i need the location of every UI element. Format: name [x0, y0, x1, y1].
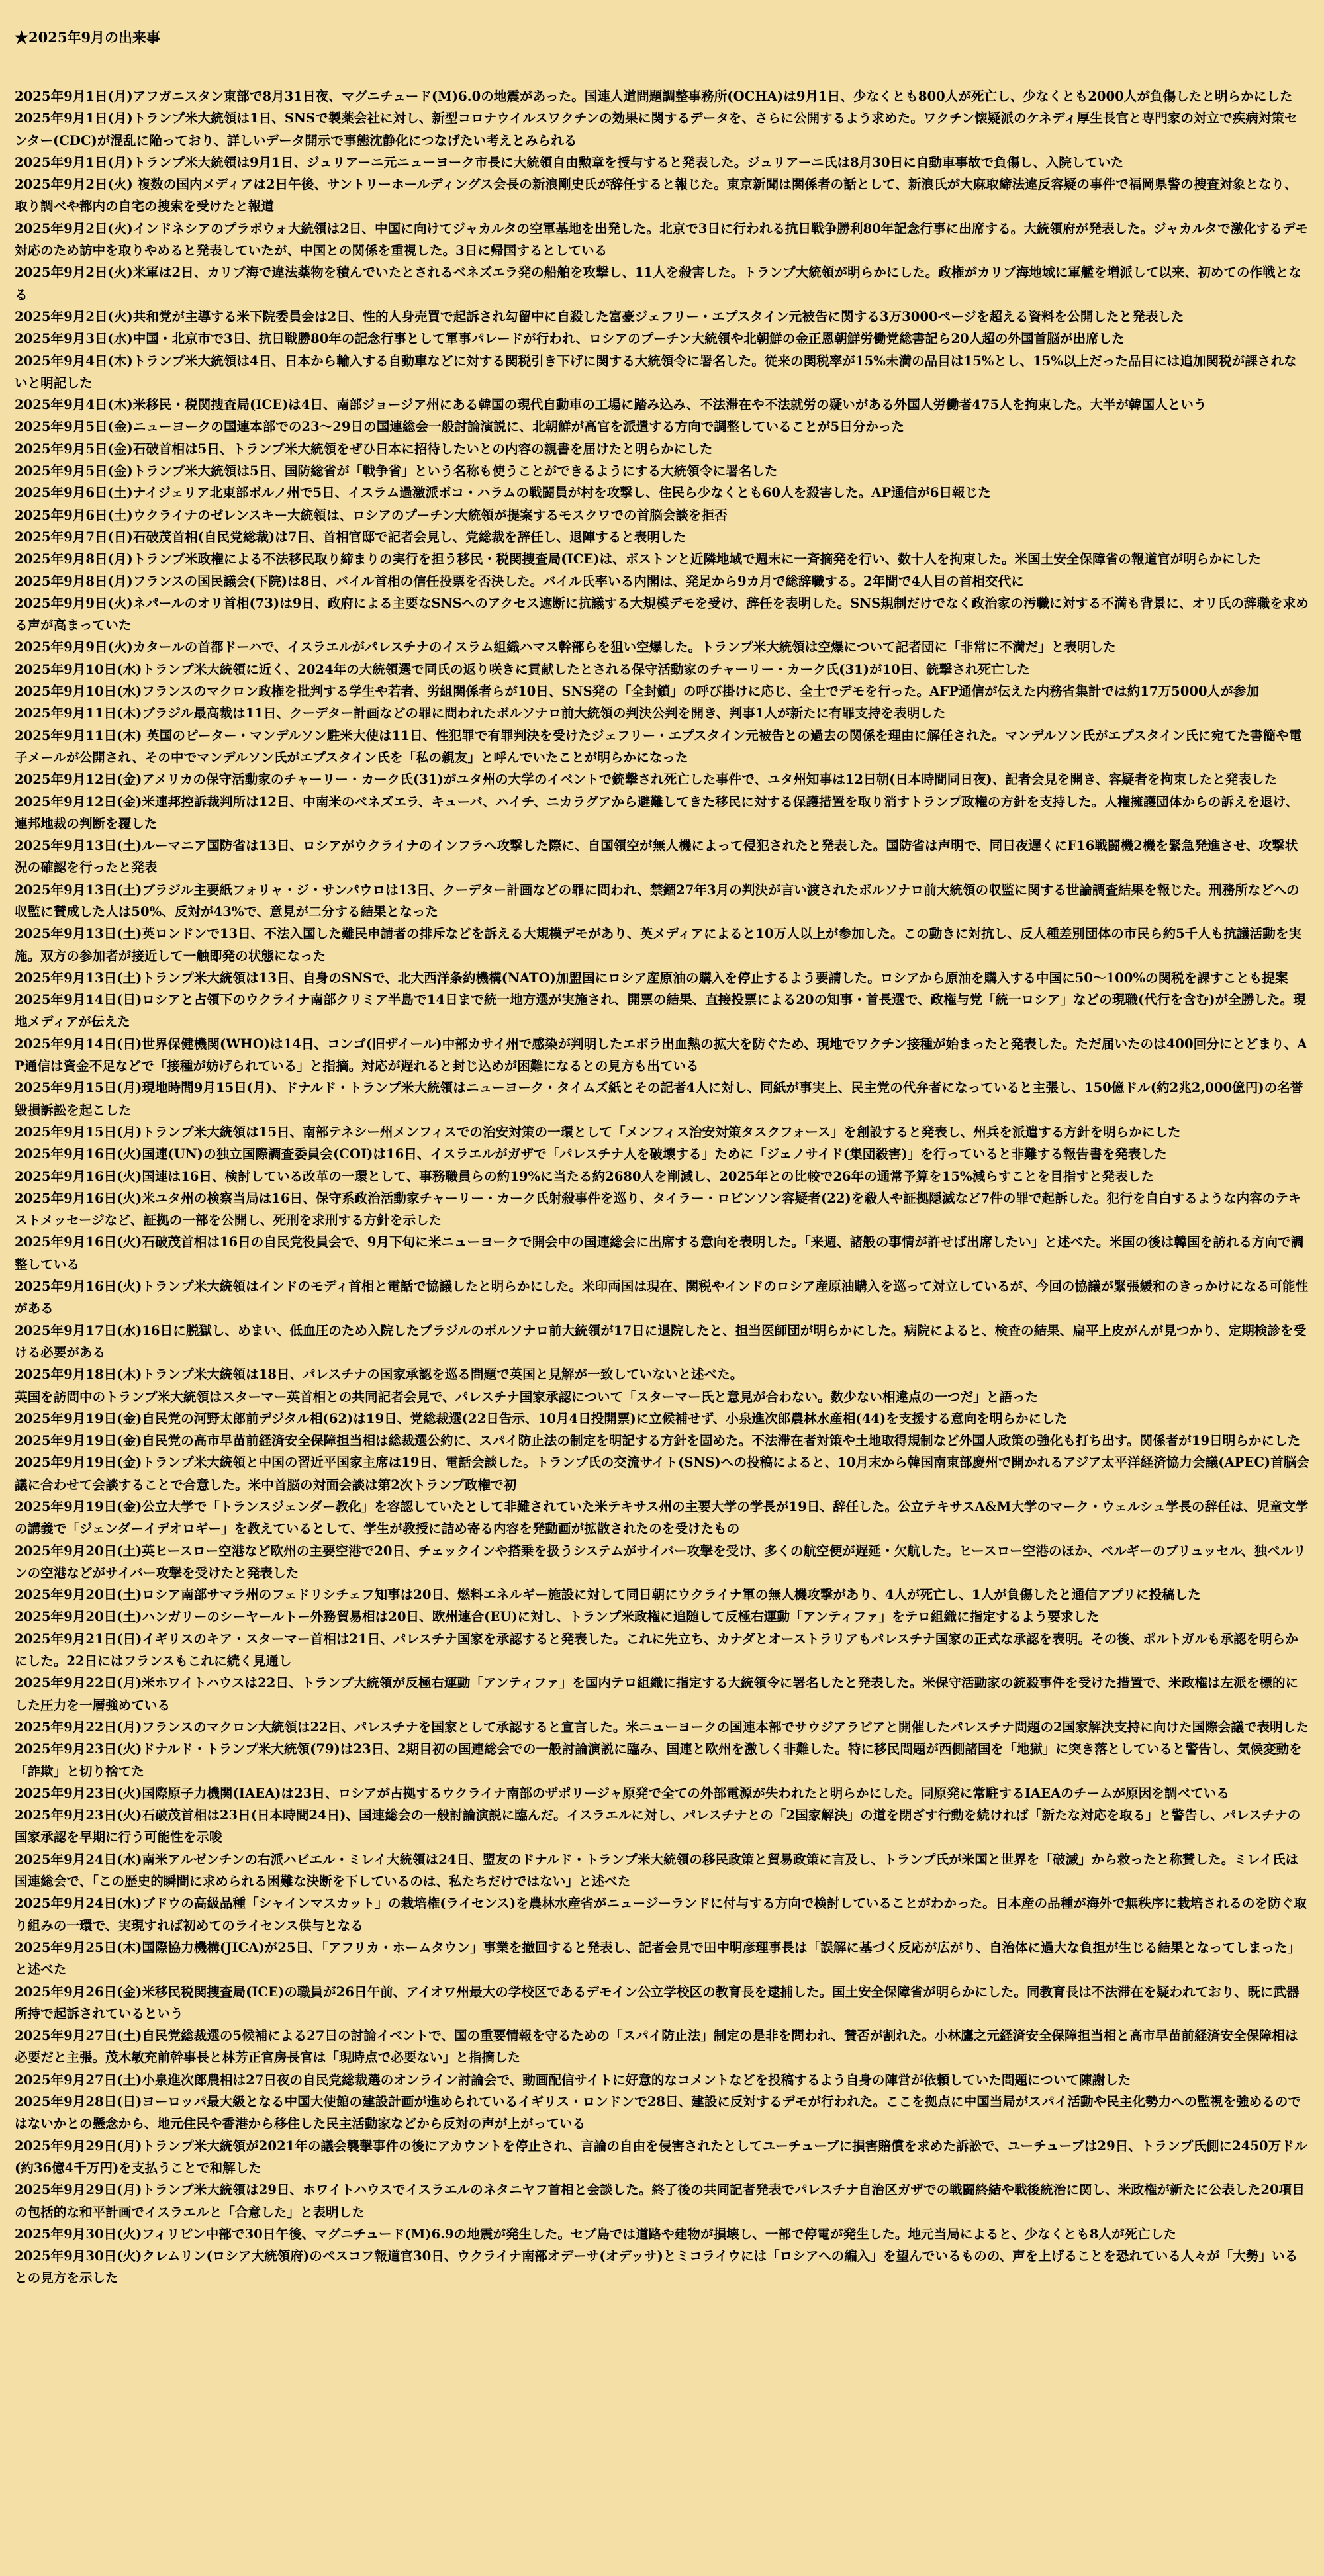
event-entry: 2025年9月20日(土)英ヒースロー空港など欧州の主要空港で20日、チェックインや搭乗を扱うシステムがサイバー攻撃を受け、多くの航空便が遅延・欠航した。ヒースロー空港のほか、ベルギーのブリュッセル、独ベルリンの空港などがサイバー攻撃を受けたと発表した: [15, 1543, 1306, 1581]
event-entry: 2025年9月3日(水)中国・北京市で3日、抗日戦勝80年の記念行事として軍事パレードが行われ、ロシアのプーチン大統領や北朝鮮の金正恩朝鮮労働党総書記ら20人超の外国首脳が出席した: [15, 331, 1125, 347]
event-entry: 2025年9月1日(月)アフガニスタン東部で8月31日夜、マグニチュード(M)6.0の地震があった。国連人道問題調整事務所(OCHA)は9月1日、少なくとも800人が死亡し、少なくとも2000人が負傷したと明らかにした: [15, 89, 1293, 104]
event-entry: 2025年9月15日(月)トランプ米大統領は15日、南部テネシー州メンフィスでの治安対策の一環として「メンフィス治安対策タスクフォース」を創設すると発表し、州兵を派遣する方針を明らかにした: [15, 1124, 1181, 1140]
event-entry: 2025年9月9日(火)ネパールのオリ首相(73)は9日、政府による主要なSNSへのアクセス遮断に抗議する大規模デモを受け、辞任を表明した。SNS規制だけでなく政治家の汚職に対する不満も背景に、オリ氏の辞職を求める声が高まっていた: [15, 595, 1309, 633]
event-entry: 2025年9月13日(土)ブラジル主要紙フォリャ・ジ・サンパウロは13日、クーデター計画などの罪に問われ、禁錮27年3月の判決が言い渡されたボルソナロ前大統領の収監に関する世論調査結果を報じた。刑務所などへの収監に賛成した人は50%、反対が43%で、意見が二分する結果となった: [15, 882, 1300, 919]
event-entry: 2025年9月7日(日)石破茂首相(自民党総裁)は7日、首相官邸で記者会見し、党総裁を辞任し、退陣すると表明した: [15, 529, 686, 545]
event-entry: 2025年9月18日(木)トランプ米大統領は18日、パレスチナの国家承認を巡る問題で英国と見解が一致していないと述べた。: [15, 1367, 743, 1383]
event-entry: 2025年9月30日(火)フィリピン中部で30日午後、マグニチュード(M)6.9の地震が発生した。セブ島では道路や建物が損壊し、一部で停電が発生した。地元当局によると、少なくとも8人が死亡した: [15, 2226, 1176, 2242]
event-entry: 2025年9月1日(月)トランプ米大統領は1日、SNSで製薬会社に対し、新型コロナウイルスワクチンの効果に関するデータを、さらに公開するよう求めた。ワクチン懐疑派のケネディ厚生長官と専門家の対立で疾病対策センター(CDC)が混乱に陥っており、詳しいデータ開示で事態沈静化につなげたい考えとみられる: [15, 111, 1298, 148]
event-entry: 2025年9月5日(金)石破首相は5日、トランプ米大統領をぜひ日本に招待したいとの内容の親書を届けたと明らかにした: [15, 441, 713, 457]
event-entry: 2025年9月13日(土)英ロンドンで13日、不法入国した難民申請者の排斥などを訴える大規模デモがあり、英メディアによると10万人以上が参加した。この動きに対抗し、反人種差別団体の市民ら約5千人も抗議活動を実施。双方の参加者が接近して一触即発の状態になった: [15, 926, 1302, 964]
event-entry: 2025年9月2日(火)米軍は2日、カリブ海で違法薬物を積んでいたとされるベネズエラ発の船舶を攻撃し、11人を殺害した。トランプ大統領が明らかにした。政権がカリブ海地域に軍艦を増派して以来、初めての作戦となる: [15, 265, 1301, 302]
event-entry: 2025年9月16日(火)国連は16日、検討している改革の一環として、事務職員らの約19%に当たる約2680人を削減し、2025年との比較で26年の通常予算を15%減らすことを目指すと発表した: [15, 1168, 1154, 1184]
page-title: ★2025年9月の出来事: [15, 29, 161, 46]
event-entry: 2025年9月21日(日)イギリスのキア・スターマー首相は21日、パレスチナ国家を承認すると発表した。これに先立ち、カナダとオーストラリアもパレスチナ国家の正式な承認を表明。その後、ポルトガルも承認を明らかにした。22日にはフランスもこれに続く見通し: [15, 1631, 1298, 1669]
event-entry: 2025年9月19日(金)自民党の河野太郎前デジタル相(62)は19日、党総裁選(22日告示、10月4日投開票)に立候補せず、小泉進次郎農林水産相(44)を支援する意向を明らかにした: [15, 1410, 1068, 1426]
event-entry: 2025年9月20日(土)ハンガリーのシーヤールトー外務貿易相は20日、欧州連合(EU)に対し、トランプ米政権に追随して反極右運動「アンティファ」をテロ組織に指定するよう要求した: [15, 1609, 1100, 1625]
event-entry: 2025年9月10日(水)フランスのマクロン政権を批判する学生や若者、労組関係者らが10日、SNS発の「全封鎖」の呼び掛けに応じ、全土でデモを行った。AFP通信が伝えた内務省集計では約17万5000人が参加: [15, 684, 1260, 700]
event-entry: 2025年9月16日(火)国連(UN)の独立国際調査委員会(COI)は16日、イスラエルがガザで「パレスチナ人を破壊する」ために「ジェノサイド(集団殺害)」を行っていると非難する報告書を発表した: [15, 1146, 1167, 1162]
event-entry: 2025年9月27日(土)小泉進次郎農相は27日夜の自民党総裁選のオンライン討論会で、動画配信サイトに好意的なコメントなどを投稿するよう自身の陣営が依頼していた問題について陳謝した: [15, 2072, 1131, 2088]
event-entry: 2025年9月29日(月)トランプ米大統領は29日、ホワイトハウスでイスラエルのネタニヤフ首相と会談した。終了後の共同記者発表でパレスチナ自治区ガザでの戦闘終結や戦後統治に関し、米政権が新たに公表した20項目の包括的な和平計画でイスラエルと「合意した」と表明した: [15, 2182, 1305, 2220]
event-entry: 2025年9月23日(火)ドナルド・トランプ米大統領(79)は23日、2期目初の国連総会での一般討論演説に臨み、国連と欧州を激しく非難した。特に移民問題が西側諸国を「地獄」に突き落としていると警告し、気候変動を「詐欺」と切り捨てた: [15, 1741, 1302, 1779]
event-entry: 2025年9月24日(水)南米アルゼンチンの右派ハビエル・ミレイ大統領は24日、盟友のドナルド・トランプ米大統領の移民政策と貿易政策に言及し、トランプ氏が米国と世界を「破滅」から救ったと称賛した。ミレイ氏は国連総会で、「この歴史的瞬間に求められる困難な決断を下しているのは、私たちだけではない」と述べた: [15, 1851, 1299, 1890]
event-entry: 2025年9月8日(月)フランスの国民議会(下院)は8日、バイル首相の信任投票を否決した。バイル氏率いる内閣は、発足から9カ月で総辞職する。2年間で4人目の首相交代に: [15, 573, 1024, 589]
event-entry: 2025年9月22日(月)フランスのマクロン大統領は22日、パレスチナを国家として承認すると宣言した。米ニューヨークの国連本部でサウジアラビアと開催したパレスチナ問題の2国家解決支持に向けた国際会議で表明した: [15, 1719, 1309, 1735]
event-entry: 2025年9月30日(火)クレムリン(ロシア大統領府)のペスコフ報道官30日、ウクライナ南部オデーサ(オデッサ)とミコライウには「ロシアへの編入」を望んでいるものの、声を上げることを恐れている人々が「大勢」いるとの見方を示した: [15, 2248, 1298, 2286]
event-entry: 2025年9月4日(木)米移民・税関捜査局(ICE)は4日、南部ジョージア州にある韓国の現代自動車の工場に踏み込み、不法滞在や不法就労の疑いがある外国人労働者475人を拘束した。大半が韓国人という: [15, 397, 1207, 413]
event-entry: 2025年9月12日(金)アメリカの保守活動家のチャーリー・カーク氏(31)がユタ州の大学のイベントで銃撃され死亡した事件で、ユタ州知事は12日朝(日本時間同日夜)、記者会見を開き、容疑者を拘束したと発表した: [15, 772, 1278, 788]
event-entry: 2025年9月19日(金)トランプ米大統領と中国の習近平国家主席は19日、電話会談した。トランプ氏の交流サイト(SNS)への投稿によると、10月末から韓国南東部慶州で開かれるアジア太平洋経済協力会議(APEC)首脳会議に合わせて会談することで合意した。米中首脳の対面会談は第2次トランプ政権で初: [15, 1455, 1309, 1493]
event-entry: 英国を訪問中のトランプ米大統領はスターマー英首相との共同記者会見で、パレスチナ国家承認について「スターマー氏と意見が合わない。数少ない相違点の一つだ」と語った: [15, 1389, 1039, 1404]
event-entry: 2025年9月16日(火)石破茂首相は16日の自民党役員会で、9月下旬に米ニューヨークで開会中の国連総会に出席する意向を表明した。「来週、諸般の事情が許せば出席したい」と述べた。米国の後は韓国を訪れる方向で調整している: [15, 1234, 1304, 1272]
event-entry: 2025年9月8日(月)トランプ米政権による不法移民取り締まりの実行を担う移民・税関捜査局(ICE)は、ボストンと近隣地域で週末に一斉摘発を行い、数十人を拘束した。米国土安全保障省の報道官が明らかにした: [15, 551, 1261, 567]
event-entry: 2025年9月25日(木)国際協力機構(JICA)が25日、「アフリカ・ホームタウン」事業を撤回すると発表し、記者会見で田中明彦理事長は「誤解に基づく反応が広がり、自治体に過大な負担が生じる結果となってしまった」と述べた: [15, 1939, 1301, 1978]
event-entry: 2025年9月13日(土)トランプ米大統領は13日、自身のSNSで、北大西洋条約機構(NATO)加盟国にロシア産原油の購入を停止するよう要請した。ロシアから原油を購入する中国に50～100%の関税を課すことも提案: [15, 970, 1288, 986]
event-entry: 2025年9月27日(土)自民党総裁選の5候補による27日の討論イベントで、国の重要情報を守るための「スパイ防止法」制定の是非を問われ、賛否が割れた。小林鷹之元経済安全保障担当相と高市早苗前経済安全保障相は必要だと主張。茂木敏充前幹事長と林芳正官房長官は「現時点で必要ない」と指摘した: [15, 2028, 1298, 2066]
event-list: [15, 85, 1309, 2289]
event-entry: 2025年9月9日(火)カタールの首都ドーハで、イスラエルがパレスチナのイスラム組織ハマス幹部らを狙い空爆した。トランプ米大統領は空爆について記者団に「非常に不満だ」と表明した: [15, 639, 1116, 655]
event-entry: 2025年9月5日(金)ニューヨークの国連本部での23～29日の国連総会一般討論演説に、北朝鮮が高官を派遣する方向で調整していることが5日分かった: [15, 419, 905, 435]
event-entry: 2025年9月23日(火)国際原子力機関(IAEA)は23日、ロシアが占拠するウクライナ南部のザポリージャ原発で全ての外部電源が失われたと明らかにした。同原発に常駐するIAEAのチームが原因を調べている: [15, 1785, 1229, 1801]
event-entry: 2025年9月2日(火) 複数の国内メディアは2日午後、サントリーホールディングス会長の新浪剛史氏が辞任すると報じた。東京新聞は関係者の話として、新浪氏が大麻取締法違反容疑の事件で福岡県警の捜査対象となり、取り調べや都内の自宅の捜索を受けたと報道: [15, 177, 1298, 214]
event-entry: 2025年9月2日(火)インドネシアのプラボウォ大統領は2日、中国に向けてジャカルタの空軍基地を出発した。北京で3日に行われる抗日戦争勝利80年記念行事に出席する。大統領府が発表した。ジャカルタで激化するデモ対応のため訪中を取りやめると発表していたが、中国との関係を重視した。3日に帰国するとしている: [15, 220, 1309, 259]
event-entry: 2025年9月13日(土)ルーマニア国防省は13日、ロシアがウクライナのインフラへ攻撃した際に、自国領空が無人機によって侵犯されたと発表した。国防省は声明で、同日夜遅くにF16戦闘機2機を緊急発進させ、攻撃状況の確認を行ったと発表: [15, 838, 1298, 876]
event-entry: 2025年9月29日(月)トランプ米大統領が2021年の議会襲撃事件の後にアカウントを停止され、言論の自由を侵害されたとしてユーチューブに損害賠償を求めた訴訟で、ユーチューブは29日、トランプ氏側に2450万ドル(約36億4千万円)を支払うことで和解した: [15, 2138, 1307, 2176]
event-entry: 2025年9月5日(金)トランプ米大統領は5日、国防総省が「戦争省」という名称も使うことができるようにする大統領令に署名した: [15, 463, 778, 479]
event-entry: 2025年9月4日(木)トランプ米大統領は4日、日本から輸入する自動車などに対する関税引き下げに関する大統領令に署名した。従来の関税率が15%未満の品目は15%とし、15%以上だった品目には追加関税が課されないと明記した: [15, 353, 1297, 391]
event-entry: 2025年9月19日(金)公立大学で「トランスジェンダー教化」を容認していたとして非難されていた米テキサス州の主要大学の学長が19日、辞任した。公立テキサスA&M大学のマーク・ウェルシュ学長の辞任は、児童文学の講義で「ジェンダーイデオロギー」を教えているとして、学生が教授に詰め寄る内容を発動画が拡散されたのを受けたもの: [15, 1499, 1309, 1537]
event-entry: 2025年9月6日(土)ウクライナのゼレンスキー大統領は、ロシアのプーチン大統領が提案するモスクワでの首脳会談を拒否: [15, 507, 728, 523]
event-entry: 2025年9月11日(木)ブラジル最高裁は11日、クーデター計画などの罪に問われたボルソナロ前大統領の判決公判を開き、判事1人が新たに有罪支持を表明した: [15, 706, 946, 721]
event-entry: 2025年9月26日(金)米移民税関捜査局(ICE)の職員が26日午前、アイオワ州最大の学校区であるデモイン公立学校区の教育長を逮捕した。国土安全保障省が明らかにした。同教育長は不法滞在を疑われており、既に武器所持で起訴されているという: [15, 1984, 1300, 2021]
event-entry: 2025年9月6日(土)ナイジェリア北東部ボルノ州で5日、イスラム過激派ボコ・ハラムの戦闘員が村を攻撃し、住民ら少なくとも60人を殺害した。AP通信が6日報じた: [15, 485, 991, 501]
event-entry: 2025年9月17日(水)16日に脱獄し、めまい、低血圧のため入院したブラジルのボルソナロ前大統領が17日に退院したと、担当医師団が明らかにした。病院によると、検査の結果、扁平上皮がんが見つかり、定期検診を受ける必要がある: [15, 1322, 1307, 1360]
event-entry: 2025年9月2日(火)共和党が主導する米下院委員会は2日、性的人身売買で起訴され勾留中に自殺した富豪ジェフリー・エプスタイン元被告に関する3万3000ページを超える資料を公開したと発表した: [15, 308, 1184, 324]
event-entry: 2025年9月22日(月)米ホワイトハウスは22日、トランプ大統領が反極右運動「アンティファ」を国内テロ組織に指定する大統領令に署名したと発表した。米保守活動家の銃殺事件を受けた措置で、米政権は左派を標的にした圧力を一層強めている: [15, 1675, 1299, 1713]
event-entry: 2025年9月24日(水)ブドウの高級品種「シャインマスカット」の栽培権(ライセンス)を農林水産省がニュージーランドに付与する方向で検討していることがわかった。日本産の品種が海外で無秩序に栽培されるのを防ぐ取り組みの一環で、実現すれば初めてのライセンス供与となる: [15, 1896, 1307, 1933]
event-entry: 2025年9月10日(水)トランプ米大統領に近く、2024年の大統領選で同氏の返り咲きに貢献したとされる保守活動家のチャーリー・カーク氏(31)が10日、銃撃され死亡した: [15, 661, 1030, 677]
event-entry: 2025年9月16日(火)トランプ米大統領はインドのモディ首相と電話で協議したと明らかにした。米印両国は現在、関税やインドのロシア産原油購入を巡って対立しているが、今回の協議が緊張緩和のきっかけになる可能性がある: [15, 1279, 1309, 1316]
event-entry: 2025年9月23日(火)石破茂首相は23日(日本時間24日)、国連総会の一般討論演説に臨んだ。イスラエルに対し、パレスチナとの「2国家解決」の道を閉ざす行動を続ければ「新たな対応を取る」と警告し、パレスチナの国家承認を早期に行う可能性を示唆: [15, 1808, 1301, 1845]
event-entry: 2025年9月19日(金)自民党の高市早苗前経済安全保障担当相は総裁選公約に、スパイ防止法の制定を明記する方針を固めた。不法滞在者対策や土地取得規制など外国人政策の強化も打ち出す。関係者が19日明らかにした: [15, 1433, 1301, 1449]
event-entry: 2025年9月12日(金)米連邦控訴裁判所は12日、中南米のベネズエラ、キューバ、ハイチ、ニカラグアから避難してきた移民に対する保護措置を取り消すトランプ政権の方針を支持した。人権擁護団体からの訴えを退け、連邦地裁の判断を覆した: [15, 794, 1299, 831]
event-entry: 2025年9月14日(日)ロシアと占領下のウクライナ南部クリミア半島で14日まで統一地方選が実施され、開票の結果、直接投票による20の知事・首長選で、政権与党「統一ロシア」などの現職(代行を含む)が全勝した。現地メディアが伝えた: [15, 992, 1306, 1030]
event-entry: 2025年9月1日(月)トランプ米大統領は9月1日、ジュリアーニ元ニューヨーク市長に大統領自由勲章を授与すると発表した。ジュリアーニ氏は8月30日に自動車事故で負傷し、入院していた: [15, 154, 1124, 170]
event-entry: 2025年9月11日(木) 英国のピーター・マンデルソン駐米大使は11日、性犯罪で有罪判決を受けたジェフリー・エプスタイン元被告との過去の関係を理由に解任された。マンデルソン氏がエプスタイン氏に宛てた書簡や電子メールが公開され、その中でマンデルソン氏がエプスタイン氏を「私の親友」と呼んでいたことが明らかになった: [15, 727, 1302, 765]
event-entry: 2025年9月14日(日)世界保健機関(WHO)は14日、コンゴ(旧ザイール)中部カサイ州で感染が判明したエボラ出血熱の拡大を防ぐため、現地でワクチン接種が始まったと発表した。ただ届いたのは400回分にとどまり、AP通信は資金不足などで「接種が妨げられている」と指摘。対応が遅れると封じ込めが困難になるとの見方も出ている: [15, 1036, 1307, 1074]
event-entry: 2025年9月28日(日)ヨーロッパ最大級となる中国大使館の建設計画が進められているイギリス・ロンドンで28日、建設に反対するデモが行われた。ここを拠点に中国当局がスパイ活動や民主化勢力への監視を強めるのではないかとの懸念から、地元住民や香港から移住した民主活動家などから反対の声が上がっている: [15, 2094, 1301, 2132]
event-entry: 2025年9月16日(火)米ユタ州の検察当局は16日、保守系政治活動家チャーリー・カーク氏射殺事件を巡り、タイラー・ロビンソン容疑者(22)を殺人や証拠隠滅など7件の罪で起訴した。犯行を自白するような内容のテキストメッセージなど、証拠の一部を公開し、死刑を求刑する方針を示した: [15, 1190, 1301, 1228]
event-entry: 2025年9月20日(土)ロシア南部サマラ州のフェドリシチェフ知事は20日、燃料エネルギー施設に対して同日朝にウクライナ軍の無人機攻撃があり、4人が死亡し、1人が負傷したと通信アプリに投稿した: [15, 1587, 1201, 1603]
event-entry: 2025年9月15日(月)現地時間9月15日(月)、ドナルド・トランプ米大統領はニューヨーク・タイムズ紙とその記者4人に対し、同紙が事実上、民主党の代弁者になっていると主張し、150億ドル(約2兆2,000億円)の名誉毀損訴訟を起こした: [15, 1080, 1303, 1118]
